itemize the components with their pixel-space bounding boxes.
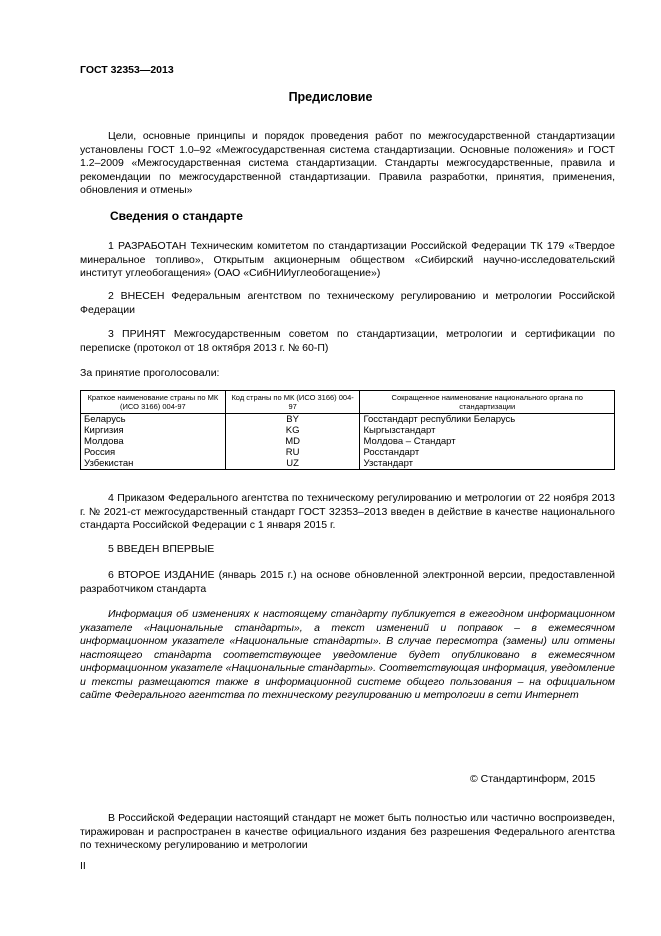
- item-3-adopted: 3 ПРИНЯТ Межгосударственным советом по стандартизации, метрологии и сертификации по переписке (протокол от 18 октября 2013 г. № 60-П): [80, 328, 615, 354]
- item-2-introduced: 2 ВНЕСЕН Федеральным агентством по техническому регулированию и метрологии Российской Федерации: [80, 290, 615, 316]
- table-cell-body: Госстандарт республики Беларусь: [360, 414, 615, 426]
- table-cell-country: Киргизия: [81, 425, 226, 436]
- document-id: ГОСТ 32353—2013: [80, 64, 174, 76]
- table-header-body: Сокращенное наименование национального органа по стандартизации: [360, 391, 615, 414]
- table-cell-code: MD: [225, 436, 360, 447]
- table-cell-body: Кыргызстандарт: [360, 425, 615, 436]
- reproduction-rights: В Российской Федерации настоящий стандарт не может быть полностью или частично воспроизведен, тиражирован и распространен в качестве официального издания без разрешения Федерального агентства по техническому регулированию и метрологии: [80, 812, 615, 851]
- table-row: [81, 447, 615, 458]
- page-number: II: [80, 860, 86, 872]
- table-cell-country: Узбекистан: [81, 458, 226, 470]
- intro-paragraph: Цели, основные принципы и порядок проведения работ по межгосударственной стандартизации установлены ГОСТ 1.0–92 «Межгосударственная система стандартизации. Основные положения» и ГОСТ 1.2–2009 «Межгосударственная система стандартизации. Стандарты межгосударственные, правила и рекомендации по межгосударственной стандартизации. Правила разработки, принятия, применения, обновления и отмены»: [80, 130, 615, 196]
- item-4-order: 4 Приказом Федерального агентства по техническому регулированию и метрологии от 22 ноября 2013 г. № 2021-ст межгосударственный стандарт ГОСТ 32353–2013 введен в действие в качестве национального стандарта Российской Федерации с 1 января 2015 г.: [80, 492, 615, 531]
- table-row: [81, 436, 615, 447]
- table-header-code: Код страны по МК (ИСО 3166) 004-97: [225, 391, 360, 414]
- table-cell-code: RU: [225, 447, 360, 458]
- page-title: Предисловие: [288, 90, 373, 104]
- table-cell-country: Россия: [81, 447, 226, 458]
- table-cell-country: Беларусь: [81, 414, 226, 426]
- table-cell-body: Молдова – Стандарт: [360, 436, 615, 447]
- table-header-country: Краткое наименование страны по МК (ИСО 3166) 004-97: [81, 391, 226, 414]
- table-cell-body: Росстандарт: [360, 447, 615, 458]
- table-cell-country: Молдова: [81, 436, 226, 447]
- copyright-notice: © Стандартинформ, 2015: [470, 773, 596, 785]
- table-cell-code: KG: [225, 425, 360, 436]
- voted-label: За принятие проголосовали:: [80, 367, 220, 379]
- item-1-developed: 1 РАЗРАБОТАН Техническим комитетом по стандартизации Российской Федерации ТК 179 «Твердое минеральное топливо», Открытым акционерным обществом «Сибирский научно-исследовательский институт углеобогащения» (ОАО «СибНИИуглеобогащение»): [80, 240, 615, 279]
- item-6-second-edition: 6 ВТОРОЕ ИЗДАНИЕ (январь 2015 г.) на основе обновленной электронной версии, предоставленной разработчиком стандарта: [80, 569, 615, 595]
- changes-notice: Информация об изменениях к настоящему стандарту публикуется в ежегодном информационном указателе «Национальные стандарты», а текст изменений и поправок – в ежемесячном информационном указателе «Национальные стандарты». В случае пересмотра (замены) или отмены настоящего стандарта соответствующее уведомление будет опубликовано в ежемесячном информационном указателе «Национальные стандарты». Соответствующая информация, уведомление и тексты размещаются также в информационной системе общего пользования – на официальном сайте Федерального агентства по техническому регулированию и метрологии в сети Интернет: [80, 608, 615, 701]
- table-row: [81, 458, 615, 470]
- item-5-first-introduced: 5 ВВЕДЕН ВПЕРВЫЕ: [108, 543, 215, 555]
- table-cell-code: UZ: [225, 458, 360, 470]
- voting-countries-table: [80, 390, 615, 470]
- section-subtitle: Сведения о стандарте: [110, 209, 243, 223]
- table-cell-body: Узстандарт: [360, 458, 615, 470]
- table-row: [81, 425, 615, 436]
- table-row: [81, 414, 615, 426]
- table-header-row: [81, 391, 615, 414]
- table-cell-code: BY: [225, 414, 360, 426]
